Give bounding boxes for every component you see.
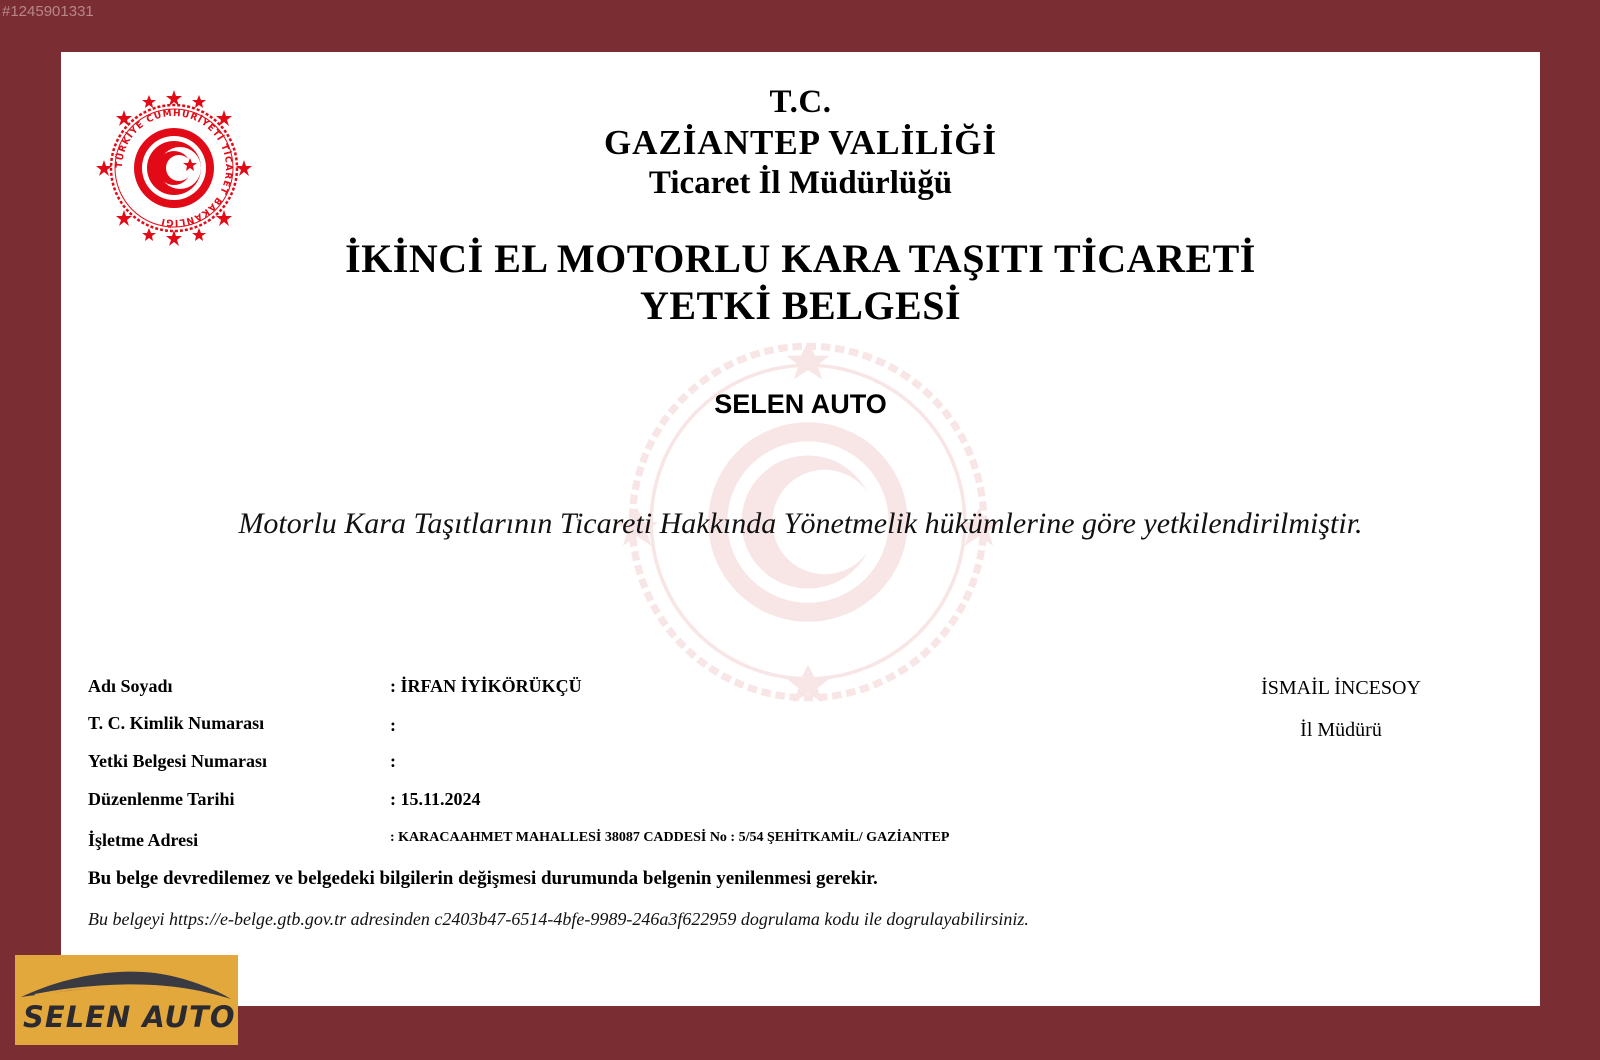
field-label-name: Adı Soyadı (88, 676, 173, 696)
title-line-2: YETKİ BELGESİ (639, 283, 962, 328)
signatory-role: İl Müdürü (1300, 719, 1382, 741)
title-line-1: İKİNCİ EL MOTORLU KARA TAŞITI TİCARETİ (345, 236, 1256, 281)
company-name: SELEN AUTO (714, 389, 887, 419)
header-line-3: Ticaret İl Müdürlüğü (648, 165, 953, 201)
seal-text: TÜRKİYE CUMHURİYETİ TİCARET BAKANLIĞI (114, 108, 234, 228)
field-value-name: : İRFAN İYİKÖRÜKÇÜ (390, 676, 582, 696)
signatory-name: İSMAİL İNCESOY (1261, 677, 1421, 699)
header-line-2: GAZİANTEP VALİLİĞİ (603, 123, 998, 162)
field-value-issue-date: : 15.11.2024 (390, 789, 481, 809)
logo-text: SELEN AUTO (23, 1000, 236, 1034)
field-label-address: İşletme Adresi (88, 830, 199, 850)
header-line-1: T.C. (769, 84, 832, 120)
field-label-issue-date: Düzenlenme Tarihi (88, 789, 235, 809)
authorization-statement: Motorlu Kara Taşıtlarının Ticareti Hakkında Yönetmelik hükümlerine göre yetkilendirilmiştir. (238, 507, 1363, 540)
certificate-document (61, 52, 1540, 1006)
selen-auto-logo (15, 955, 238, 1045)
field-value-certificate-number: : (390, 751, 396, 771)
field-value-address: : KARACAAHMET MAHALLESİ 38087 CADDESİ No : 5/54 ŞEHİTKAMİL/ GAZİANTEP (390, 830, 950, 845)
field-label-certificate-number: Yetki Belgesi Numarası (88, 751, 267, 771)
verification-text: Bu belgeyi https://e-belge.gtb.gov.tr adresinden c2403b47-6514-4bfe-9989-246a3f622959 dogrulama kodu ile dogrulayabilirsiniz. (88, 909, 1029, 929)
field-label-id-number: T. C. Kimlik Numarası (88, 713, 265, 733)
transfer-notice: Bu belge devredilemez ve belgedeki bilgilerin değişmesi durumunda belgenin yenilenmesi gerekir. (88, 868, 878, 889)
listing-id: #1245901331 (2, 3, 94, 20)
field-value-id-number: : (390, 715, 396, 735)
document-title (61, 235, 1540, 329)
issuer-header (61, 83, 1540, 204)
